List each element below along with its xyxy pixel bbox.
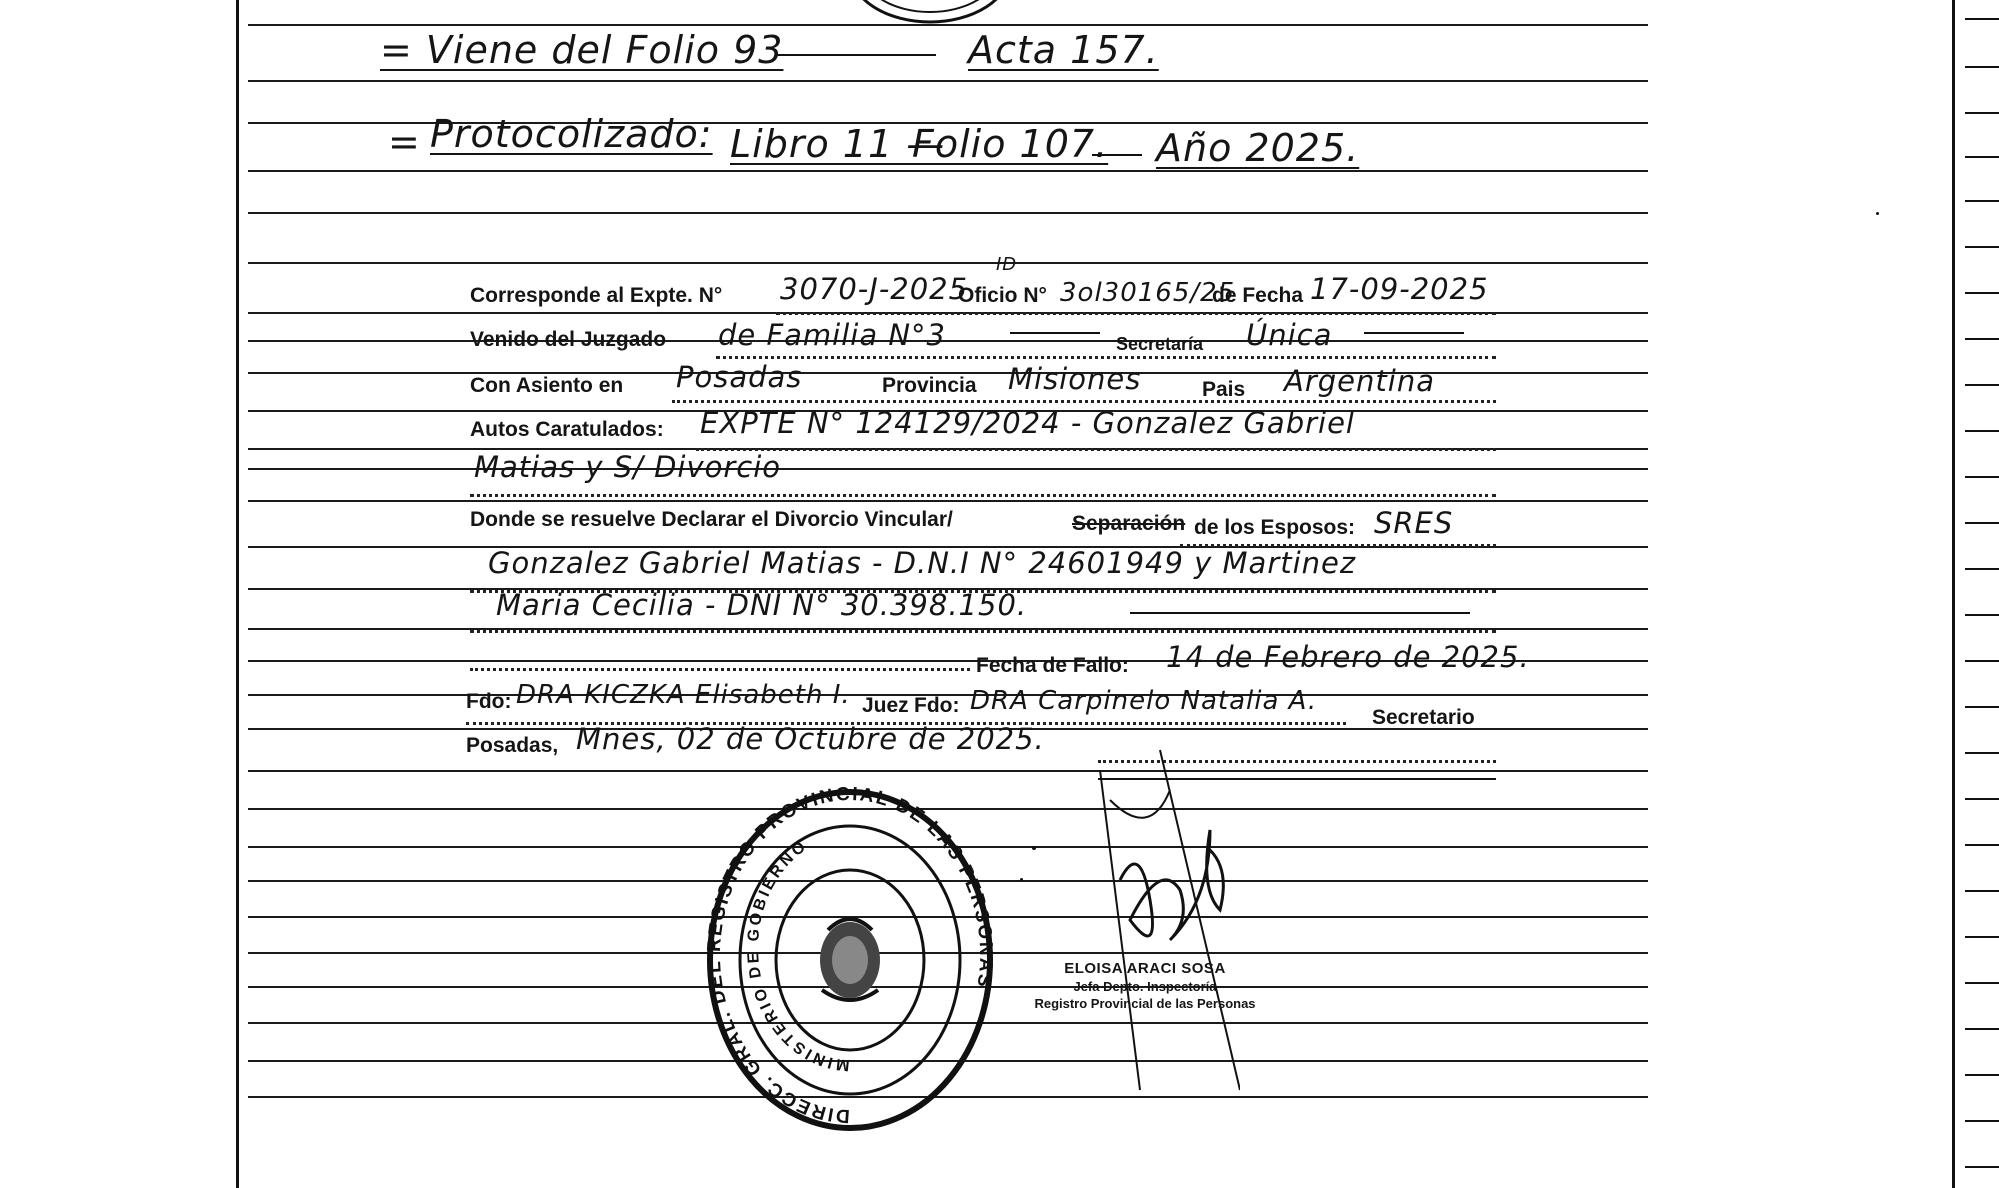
oficio-label: Oficio N°: [958, 284, 1047, 307]
autos-value-1: EXPTE N° 124129/2024 - Gonzalez Gabriel: [700, 406, 1355, 440]
registro-seal: [700, 780, 1000, 1140]
seal-inner-text: MINISTERIO DE GOBIERNO: [744, 837, 851, 1074]
fallo-value: 14 de Febrero de 2025.: [1166, 640, 1530, 674]
top-partial-stamp: [840, 0, 1020, 30]
protocolizado-label: Protocolizado:: [430, 112, 713, 156]
provincia-value: Misiones: [1008, 362, 1142, 396]
asiento-label: Con Asiento en: [470, 374, 624, 397]
dots-row1: [776, 312, 1496, 315]
dots-row5: [470, 494, 1496, 497]
esposos-value-1: Gonzalez Gabriel Matias - D.N.I N° 24601949 y Martinez: [488, 546, 1357, 580]
juzgado-label: Venido del Juzgado: [470, 328, 667, 351]
right-margin-line: [1952, 0, 1955, 1188]
protocolizado-folio: Folio 107.: [912, 122, 1109, 166]
secretaria-label: Secretaría: [1116, 334, 1204, 354]
signature: [1090, 740, 1240, 1100]
juzgado-dash: [1010, 332, 1100, 334]
fallo-label: Fecha de Fallo:: [976, 654, 1129, 677]
oficio-value: 3ol30165/25: [1060, 278, 1236, 308]
pais-label: Pais: [1202, 378, 1246, 401]
pais-value: Argentina: [1284, 364, 1435, 398]
autos-value-2: Matias y S/ Divorcio: [474, 450, 782, 484]
viene-del-folio: = Viene del Folio 93: [380, 28, 784, 72]
juez-value: DRA KICZKA Elisabeth I.: [516, 680, 851, 710]
juez-label: Juez: [862, 694, 909, 717]
expte-value: 3070-J-2025: [780, 272, 969, 306]
header-dash-2: [1092, 154, 1142, 156]
esposos-dash: [1130, 612, 1470, 614]
protocolizado-anio: Año 2025.: [1156, 126, 1360, 170]
esposos-label: de los Esposos:: [1194, 516, 1356, 539]
official-stamp: [990, 960, 1300, 1011]
corresponde-label: Corresponde al Expte. N°: [470, 284, 723, 307]
header-dash-1: [776, 54, 936, 56]
autos-label: Autos Caratulados:: [470, 418, 664, 441]
secretaria-dash: [1364, 332, 1464, 334]
secretario-label: Secretario: [1372, 706, 1475, 729]
official-name: ELOISA ARACI SOSA: [1064, 960, 1226, 977]
fdo-label: Fdo:: [466, 690, 512, 713]
esposos-value-2: Maria Cecilia - DNI N° 30.398.150.: [496, 588, 1028, 622]
esposos-value-0: SRES: [1374, 506, 1454, 540]
protocolizado-prefix: =: [388, 120, 421, 164]
dots-row2: [716, 356, 1496, 359]
protocolizado-libro: Libro 11 —: [730, 122, 946, 166]
secretario-value: DRA Carpinelo Natalia A.: [970, 686, 1318, 716]
dots-row8: [470, 630, 1496, 633]
dots-row4: [696, 448, 1496, 451]
signature-dot-1: [1032, 846, 1036, 850]
fecha-label: de Fecha: [1212, 284, 1304, 307]
fdo2-label: Fdo:: [914, 694, 960, 717]
signature-dot-2: [1020, 878, 1023, 881]
dots-row3: [672, 400, 1496, 403]
posadas-value: Mnes, 02 de Octubre de 2025.: [576, 722, 1045, 756]
secretaria-value: Única: [1246, 318, 1333, 352]
acta-number: Acta 157.: [968, 28, 1159, 72]
dots-row9-left: [470, 668, 970, 671]
stray-dot: [1876, 212, 1879, 215]
coat-of-arms-icon: [820, 919, 880, 1000]
separacion-label: Separación: [1072, 512, 1186, 535]
official-office: Registro Provincial de las Personas: [1034, 996, 1256, 1011]
provincia-label: Provincia: [882, 374, 977, 397]
juzgado-value: de Familia N°3: [718, 318, 946, 352]
resuelve-label: Donde se resuelve Declarar el Divorcio Vincular/: [470, 508, 953, 531]
posadas-label: Posadas,: [466, 734, 559, 757]
id-mark: ID: [996, 254, 1018, 275]
official-title: Jefa Depto. Inspectoría: [1073, 979, 1217, 994]
left-margin-line: [236, 0, 239, 1188]
fecha-value: 17-09-2025: [1310, 272, 1489, 306]
seal-outer-text: DIRECC. GRAL. DEL REGISTRO PROVINCIAL DE LAS PERSONAS: [703, 783, 997, 1127]
asiento-value: Posadas: [676, 360, 803, 394]
